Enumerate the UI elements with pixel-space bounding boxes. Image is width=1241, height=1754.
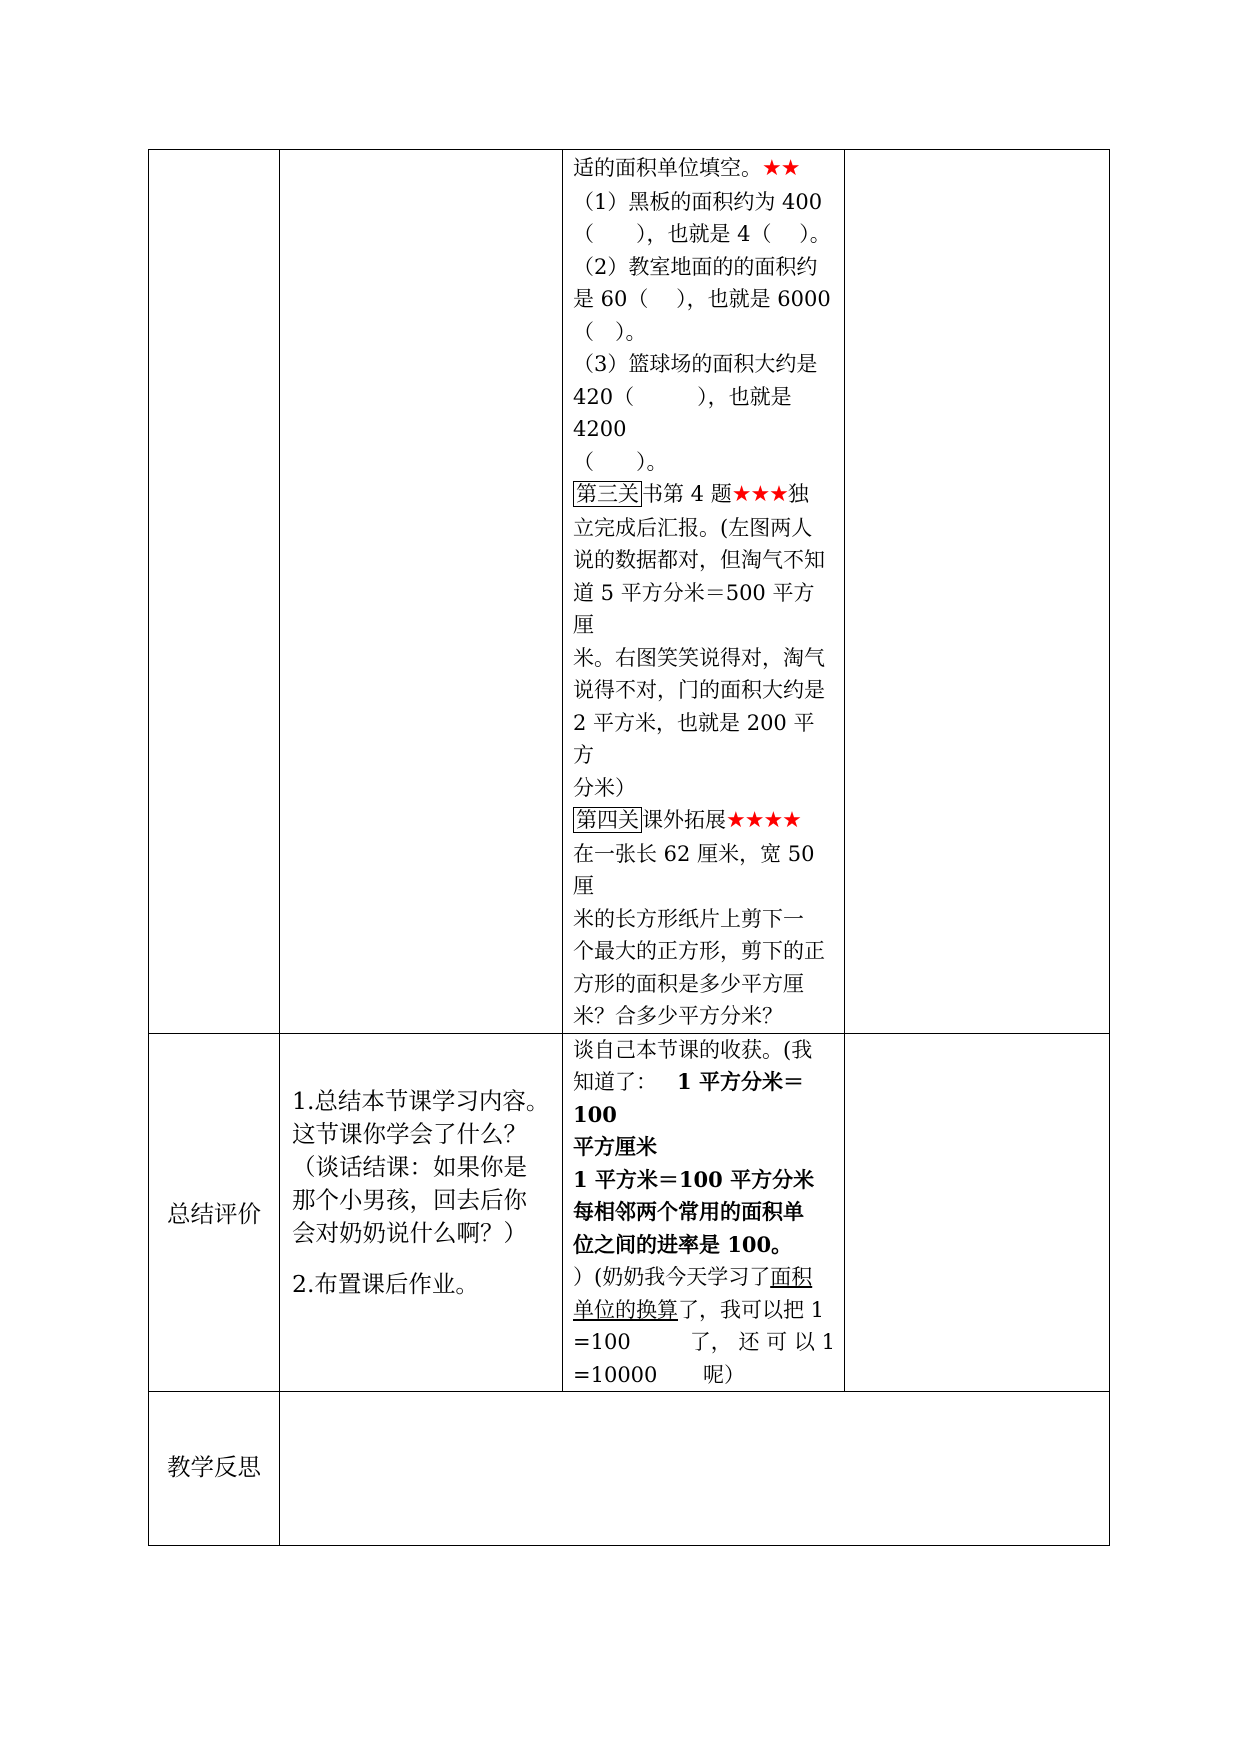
teacher-line: 会对奶奶说什么啊？）: [292, 1218, 527, 1247]
summary-teacher-cell: [280, 1033, 563, 1392]
four-star-icon: ★★★★: [726, 808, 801, 833]
level-3-text: 书第 4 题: [642, 482, 732, 506]
student-line-2a: 知道了：: [573, 1070, 657, 1094]
reflection-content-cell: [280, 1392, 1110, 1546]
student-line-10b: 呢）: [703, 1362, 745, 1387]
level-3-line: 立完成后汇报。(左图两人: [573, 515, 813, 540]
student-line-9-part: 1: [821, 1330, 835, 1354]
row1-notes-cell: [845, 150, 1110, 1034]
two-star-icon: ★★: [762, 156, 800, 181]
level-4-line: 在一张长 62 厘米，宽 50 厘: [573, 841, 815, 898]
level-3-line: 说的数据都对，但淘气不知: [573, 548, 825, 572]
level-3-tag: 第三关: [573, 481, 642, 507]
question-3-line-c: （ ）。: [573, 449, 668, 474]
student-line-10a: =10000: [573, 1362, 658, 1387]
level-4-line: 个最大的正方形，剪下的正: [573, 939, 825, 963]
level-4-line: 米？合多少平方分米？: [573, 1004, 783, 1028]
question-2-line-b: 是 60（ ），也就是 6000: [573, 287, 831, 311]
question-2-line-a: （2）教室地面的的面积约: [573, 254, 818, 279]
summary-notes-cell: [845, 1033, 1110, 1392]
student-line-3: 平方厘米: [573, 1134, 657, 1159]
student-line-9: [573, 1326, 835, 1359]
student-line-8b: 了，我可以把 1: [678, 1297, 825, 1322]
student-line-9-part: 了，: [689, 1330, 732, 1354]
level-3-line: 道 5 平方分米＝500 平方厘: [573, 580, 815, 637]
teacher-line: 这节课你学会了什么？: [292, 1119, 527, 1148]
reflection-row: [149, 1392, 1110, 1546]
reflection-label: 教学反思: [149, 1392, 280, 1546]
practice-row: [149, 150, 1110, 1034]
question-1-line-b: （ ），也就是 4（ ）。: [573, 222, 831, 246]
level-4-text: 课外拓展: [642, 808, 726, 832]
student-line-6: 位之间的进率是 100。: [573, 1231, 793, 1257]
student-line-9-part: 可: [766, 1330, 788, 1354]
level-4-line: 米的长方形纸片上剪下一: [573, 906, 804, 931]
level-4-line: 方形的面积是多少平方厘: [573, 971, 804, 996]
summary-label: 总结评价: [149, 1033, 280, 1392]
student-line-7b: 面积: [770, 1265, 813, 1289]
intro-line: 适的面积单位填空。: [573, 156, 762, 180]
lesson-plan-table: [148, 149, 1110, 1546]
row1-teacher-cell: [280, 150, 563, 1034]
level-3-line: 2 平方米，也就是 200 平方: [573, 710, 815, 767]
student-line-9-part: =100: [573, 1330, 631, 1354]
question-3-line-a: （3）篮球场的面积大约是: [573, 352, 818, 376]
level-3-after: 独: [787, 482, 809, 506]
student-line-4: 1 平方米＝100 平方分米: [573, 1166, 815, 1192]
row1-student-cell: [563, 150, 845, 1034]
level-3-line: 分米）: [573, 775, 636, 800]
student-line-7a: ）(奶奶我今天学习了: [573, 1265, 771, 1289]
teacher-line: （谈话结课：如果你是: [292, 1152, 527, 1181]
student-line-9-part: 以: [793, 1330, 815, 1354]
question-3-line-b: 420（ ），也就是 4200: [573, 384, 792, 441]
level-3-line: 说得不对，门的面积大约是: [573, 678, 825, 702]
student-line-5: 每相邻两个常用的面积单: [573, 1199, 804, 1224]
level-4-tag: 第四关: [573, 807, 642, 833]
student-line-1: 谈自己本节课的收获。(我: [573, 1037, 813, 1062]
summary-row: [149, 1033, 1110, 1392]
summary-student-cell: [563, 1033, 845, 1392]
row1-label-cell: [149, 150, 280, 1034]
level-3-line: 米。右图笑笑说得对，淘气: [573, 645, 825, 670]
question-2-line-c: （ ）。: [573, 319, 647, 344]
student-line-2b: 1 平方分米＝100: [573, 1069, 804, 1127]
teacher-line: 1.总结本节课学习内容。: [292, 1086, 550, 1115]
student-line-8a: 单位的换算: [573, 1297, 678, 1322]
three-star-icon: ★★★: [731, 482, 788, 507]
homework-line: 2.布置课后作业。: [292, 1269, 479, 1298]
teacher-line: 那个小男孩，回去后你: [292, 1185, 527, 1214]
question-1-line-a: （1）黑板的面积约为 400: [573, 189, 823, 214]
student-line-9-part: 还: [738, 1330, 760, 1354]
